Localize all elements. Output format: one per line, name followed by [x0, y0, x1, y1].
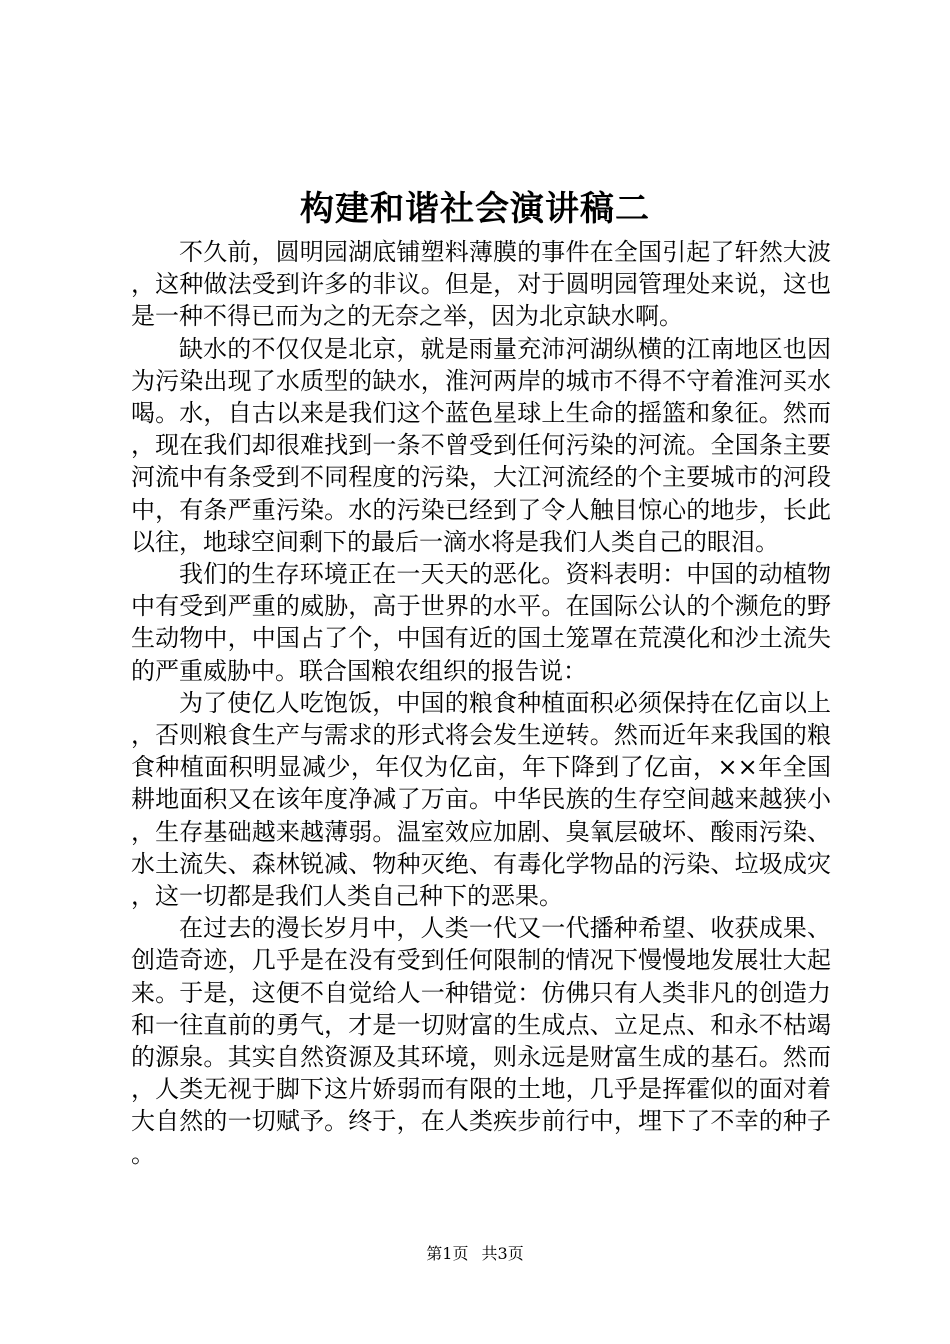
paragraph: 我们的生存环境正在一天天的恶化。资料表明：中国的动植物中有受到严重的威胁，高于世界的水平。在国际公认的个濒危的野生动物中，中国占了个，中国有近的国土笼罩在荒漠化和沙土流失的严重威胁中。联合国粮农组织的报告说：	[131, 560, 831, 685]
paragraph: 不久前，圆明园湖底铺塑料薄膜的事件在全国引起了轩然大波，这种做法受到许多的非议。但是，对于圆明园管理处来说，这也是一种不得已而为之的无奈之举，因为北京缺水啊。	[131, 238, 831, 331]
document-title: 构建和谐社会演讲稿二	[300, 189, 650, 229]
page-total: 共3页	[481, 1244, 524, 1263]
paragraph: 在过去的漫长岁月中，人类一代又一代播种希望、收获成果、创造奇迹，几乎是在没有受到任何限制的情况下慢慢地发展壮大起来。于是，这便不自觉给人一种错觉：仿佛只有人类非凡的创造力和一往直前的勇气，才是一切财富的生成点、立足点、和永不枯竭的源泉。其实自然资源及其环境，则永远是财富生成的基石。然而，人类无视于脚下这片娇弱而有限的土地，几乎是挥霍似的面对着大自然的一切赋予。终于，在人类疾步前行中，埋下了不幸的种子。	[131, 914, 831, 1168]
document-body	[131, 236, 831, 1170]
page-number: 第1页	[426, 1244, 469, 1263]
paragraph: 为了使亿人吃饱饭，中国的粮食种植面积必须保持在亿亩以上，否则粮食生产与需求的形式将会发生逆转。然而近年来我国的粮食种植面积明显减少，年仅为亿亩，年下降到了亿亩，××年全国耕地面积又在该年度净减了万亩。中华民族的生存空间越来越狭小，生存基础越来越薄弱。温室效应加剧、臭氧层破坏、酸雨污染、水土流失、森林锐减、物种灭绝、有毒化学物品的污染、垃圾成灾，这一切都是我们人类自己种下的恶果。	[131, 688, 831, 911]
page-footer	[0, 1243, 950, 1265]
paragraph: 缺水的不仅仅是北京，就是雨量充沛河湖纵横的江南地区也因为污染出现了水质型的缺水，淮河两岸的城市不得不守着淮河买水喝。水，自古以来是我们这个蓝色星球上生命的摇篮和象征。然而，现在我们却很难找到一条不曾受到任何污染的河流。全国条主要河流中有条受到不同程度的污染，大江河流经的个主要城市的河段中，有条严重污染。水的污染已经到了令人触目惊心的地步，长此以往，地球空间剩下的最后一滴水将是我们人类自己的眼泪。	[131, 334, 831, 556]
